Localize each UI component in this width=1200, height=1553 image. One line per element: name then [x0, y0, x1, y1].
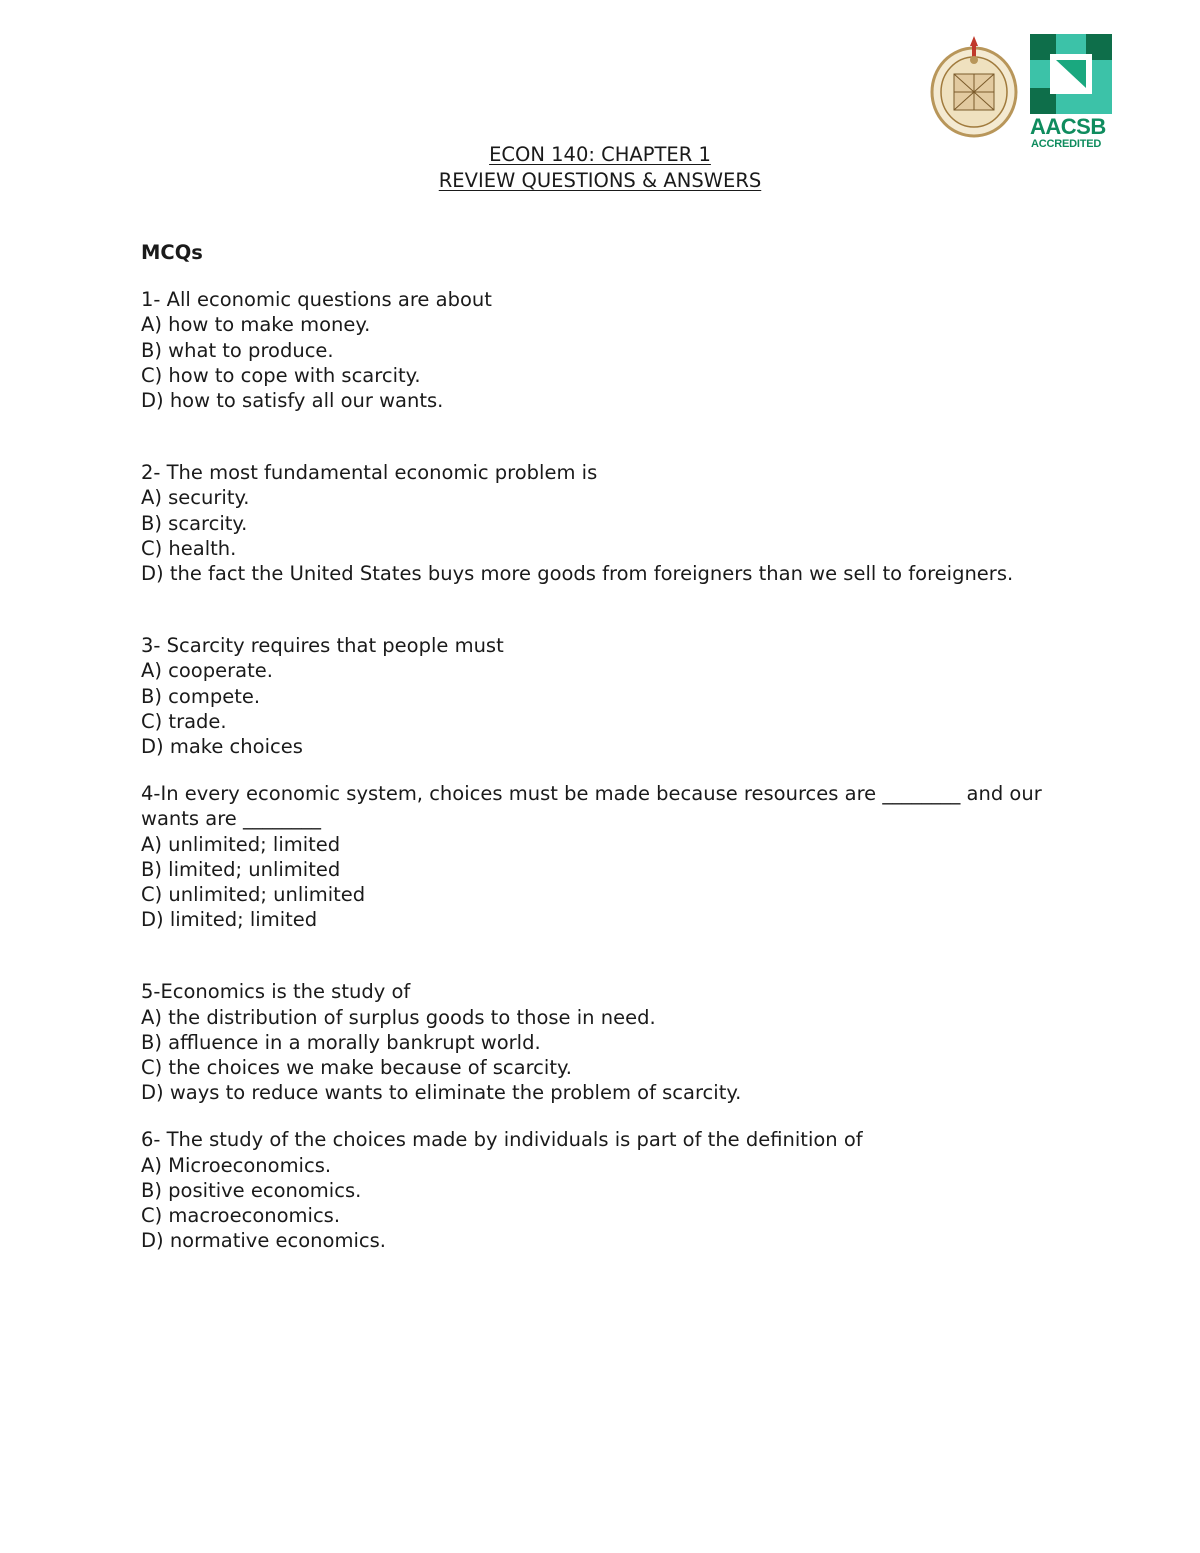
document-title: ECON 140: CHAPTER 1 — [489, 143, 711, 166]
answer-option: D) ways to reduce wants to eliminate the problem of scarcity. — [141, 1081, 742, 1105]
aacsb-accredited-label: ACCREDITED — [1031, 138, 1102, 150]
question-stem: 4-In every economic system, choices must be made because resources are ________ and our wants are ________ — [141, 782, 1048, 831]
aacsb-mark-icon — [1030, 34, 1112, 114]
question-stem: 2- The most fundamental economic problem is — [141, 461, 598, 485]
university-seal-logo — [926, 30, 1022, 140]
question-block — [141, 781, 1061, 932]
document-header — [0, 142, 1200, 194]
question-block — [141, 287, 1061, 413]
document-body — [141, 240, 1061, 1254]
answer-option: D) make choices — [141, 735, 303, 759]
section-label: MCQs — [141, 241, 203, 264]
question-stem: 6- The study of the choices made by individuals is part of the definition of — [141, 1128, 863, 1152]
question-block — [141, 460, 1061, 586]
answer-option: A) cooperate. — [141, 659, 273, 683]
answer-option: C) unlimited; unlimited — [141, 883, 366, 907]
answer-option: D) normative economics. — [141, 1229, 386, 1253]
aacsb-accredited-logo — [1030, 34, 1118, 148]
question-stem: 1- All economic questions are about — [141, 288, 492, 312]
question-stem: 5-Economics is the study of — [141, 980, 411, 1004]
answer-option: D) limited; limited — [141, 908, 318, 932]
aacsb-wordmark: AACSB — [1030, 114, 1106, 139]
answer-option: C) the choices we make because of scarcity. — [141, 1056, 572, 1080]
answer-option: B) positive economics. — [141, 1178, 362, 1202]
answer-option: C) health. — [141, 536, 237, 560]
answer-option: D) how to satisfy all our wants. — [141, 389, 444, 413]
answer-option: B) what to produce. — [141, 338, 334, 362]
answer-option: C) trade. — [141, 709, 227, 733]
answer-option: C) how to cope with scarcity. — [141, 363, 421, 387]
answer-option: A) Microeconomics. — [141, 1153, 332, 1177]
header-logos — [926, 30, 1118, 148]
answer-option: D) the fact the United States buys more goods from foreigners than we sell to foreigners. — [141, 562, 1014, 586]
answer-option: A) security. — [141, 486, 250, 510]
answer-option: B) scarcity. — [141, 511, 248, 535]
question-block — [141, 979, 1061, 1105]
question-block — [141, 1127, 1061, 1253]
answer-option: B) limited; unlimited — [141, 857, 341, 881]
answer-option: A) how to make money. — [141, 313, 371, 337]
question-block — [141, 633, 1061, 759]
answer-option: A) the distribution of surplus goods to those in need. — [141, 1005, 656, 1029]
answer-option: C) macroeconomics. — [141, 1204, 341, 1228]
answer-option: B) compete. — [141, 684, 261, 708]
document-subtitle: REVIEW QUESTIONS & ANSWERS — [438, 169, 762, 192]
answer-option: B) affluence in a morally bankrupt world. — [141, 1030, 541, 1054]
answer-option: A) unlimited; limited — [141, 832, 341, 856]
question-stem: 3- Scarcity requires that people must — [141, 634, 504, 658]
